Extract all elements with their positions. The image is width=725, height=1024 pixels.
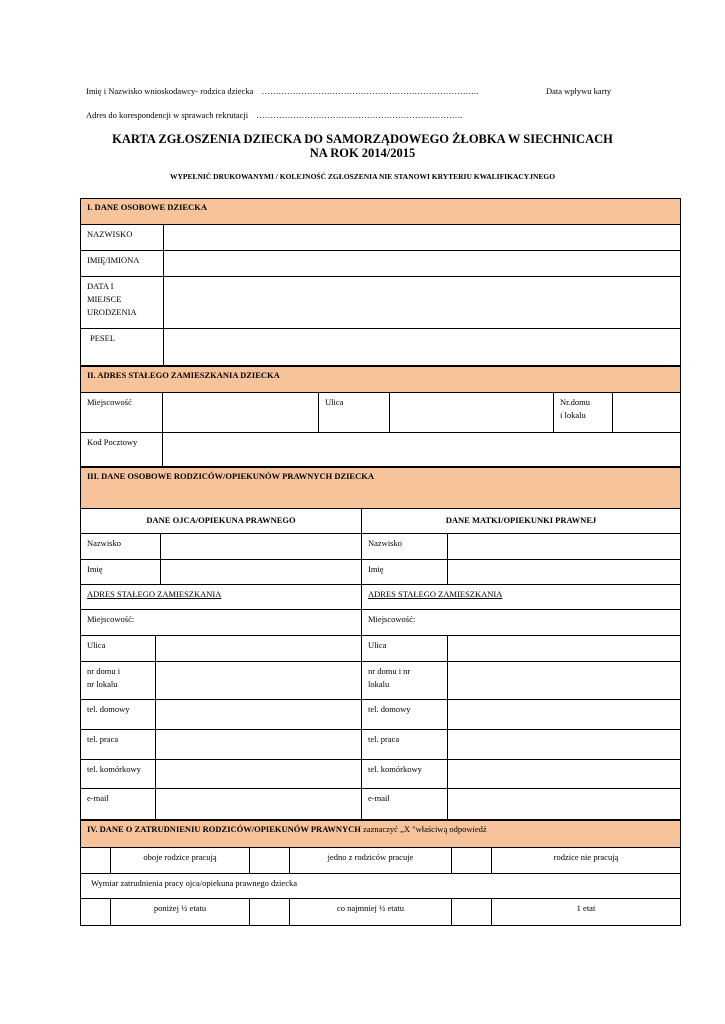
child-surname-row (80, 225, 681, 251)
child-street-field[interactable] (390, 393, 554, 432)
father-house-label (81, 662, 156, 699)
address-line (86, 110, 462, 120)
date-received-label: Data wpływu karty (546, 86, 612, 96)
one-works-checkbox[interactable] (250, 848, 290, 873)
father-home-phone-label: tel. domowy (81, 700, 156, 729)
mother-work-phone-label: tel. praca (362, 730, 448, 759)
child-city-field[interactable] (163, 393, 319, 432)
father-surname-label: Nazwisko (81, 534, 161, 559)
applicant-dots[interactable]: ………………………………………………………………….. (261, 86, 479, 96)
form-title (0, 132, 725, 160)
section4-heading-text: IV. DANE O ZATRUDNIENIU RODZICÓW/OPIEKUNÓW PRAWNYCH (87, 824, 361, 834)
both-work-label: oboje rodzice pracują (111, 848, 250, 873)
child-names-field[interactable] (164, 251, 680, 276)
father-city-label: Miejscowość: (87, 614, 135, 624)
child-pesel-label: PESEL (81, 329, 164, 365)
section3-heading: III. DANE OSOBOWE RODZICÓW/OPIEKUNÓW PRAWNYCH DZIECKA (80, 467, 681, 509)
parents-address-header-row (80, 585, 681, 610)
mother-mobile-field[interactable] (448, 760, 680, 788)
child-birth-field[interactable] (164, 277, 680, 328)
father-name-label: Imię (81, 560, 161, 584)
parents-email-row (80, 789, 681, 820)
mother-mobile-label: tel. komórkowy (362, 760, 448, 788)
father-work-phone-field[interactable] (156, 730, 362, 759)
father-email-field[interactable] (156, 789, 362, 819)
parents-header-row (80, 509, 681, 534)
mother-home-phone-label: tel. domowy (362, 700, 448, 729)
applicant-name-line (86, 86, 478, 96)
mother-surname-field[interactable] (448, 534, 680, 559)
none-work-checkbox[interactable] (452, 848, 492, 873)
child-street-label: Ulica (319, 393, 390, 432)
father-name-field[interactable] (161, 560, 362, 584)
child-postal-field[interactable] (163, 433, 680, 466)
parents-name-row (80, 560, 681, 585)
parents-house-row (80, 662, 681, 700)
mother-house-field[interactable] (448, 662, 680, 699)
child-names-row (80, 251, 681, 277)
both-work-checkbox[interactable] (81, 848, 111, 873)
mother-street-label: Ulica (362, 636, 448, 661)
mother-name-field[interactable] (448, 560, 680, 584)
father-surname-field[interactable] (161, 534, 362, 559)
house-label-line2: i lokalu (560, 410, 586, 420)
child-postal-row (80, 433, 681, 467)
mother-house-line2: lokalu (368, 679, 390, 689)
birth-label-line3: URODZENIA (87, 307, 137, 317)
child-address-row (80, 393, 681, 433)
mother-header: DANE MATKI/OPIEKUNKI PRAWNEJ (445, 515, 597, 525)
one-works-label: jedno z rodziców pracuje (290, 848, 452, 873)
parents-work-phone-row (80, 730, 681, 760)
parents-city-row (80, 610, 681, 636)
child-surname-field[interactable] (164, 225, 680, 250)
father-house-line1: nr domu i (87, 666, 121, 676)
father-hours-row (80, 874, 681, 899)
parents-surname-row (80, 534, 681, 560)
father-work-phone-label: tel. praca (81, 730, 156, 759)
section1-heading: I. DANE OSOBOWE DZIECKA (80, 198, 681, 225)
father-mobile-label: tel. komórkowy (81, 760, 156, 788)
mother-email-field[interactable] (448, 789, 680, 819)
mother-email-label: e-mail (362, 789, 448, 819)
mother-address-header: ADRES STAŁEGO ZAMIESZKANIA (368, 589, 503, 599)
father-house-field[interactable] (156, 662, 362, 699)
full-time-label: 1 etat (576, 903, 596, 913)
father-hours-options-row (80, 899, 681, 926)
child-pesel-field[interactable] (164, 329, 680, 365)
parents-street-row (80, 636, 681, 662)
father-house-line2: nr lokalu (87, 679, 118, 689)
child-city-label: Miejscowość (81, 393, 163, 432)
child-birth-label (81, 277, 164, 328)
section2-heading: II. ADRES STAŁEGO ZAMIESZKANIA DZIECKA (80, 366, 681, 393)
father-street-label: Ulica (81, 636, 156, 661)
father-street-field[interactable] (156, 636, 362, 661)
father-address-header: ADRES STAŁEGO ZAMIESZKANIA (81, 585, 362, 609)
section4-heading (80, 820, 681, 848)
father-mobile-field[interactable] (156, 760, 362, 788)
father-city-field[interactable] (81, 610, 362, 635)
father-header: DANE OJCA/OPIEKUNA PRAWNEGO (81, 509, 362, 533)
parents-home-phone-row (80, 700, 681, 730)
mother-house-line1: nr domu i nr (368, 666, 411, 676)
father-hours-label: Wymiar zatrudnienia pracy ojca/opiekuna prawnego dziecka (91, 878, 297, 888)
mother-city-label: Miejscowość: (368, 614, 416, 624)
below-half-checkbox[interactable] (81, 899, 111, 925)
birth-label-line2: MIEJSCE (87, 294, 122, 304)
title-line-2: NA ROK 2014/2015 (309, 146, 416, 160)
at-least-half-label: co najmniej ½ etatu (290, 899, 452, 925)
child-house-field[interactable] (613, 393, 680, 432)
full-time-checkbox[interactable] (452, 899, 492, 925)
birth-label-line1: DATA I (87, 281, 114, 291)
parents-mobile-row (80, 760, 681, 789)
none-work-label: rodzice nie pracują (553, 852, 619, 862)
mother-work-phone-field[interactable] (448, 730, 680, 759)
child-names-label: IMIĘ/IMIONA (81, 251, 164, 276)
below-half-label: poniżej ½ etatu (111, 899, 250, 925)
address-label: Adres do korespondencji w sprawach rekrutacji (86, 110, 249, 120)
applicant-label: Imię i Nazwisko wnioskodawcy- rodzica dziecka (86, 86, 254, 96)
instruction-text: WYPEŁNIĆ DRUKOWANYMI / KOLEJNOŚĆ ZGŁOSZENIA NIE STANOWI KRYTERIU KWALIFIKACYJNEGO (169, 172, 556, 181)
mother-name-label: Imię (362, 560, 448, 584)
title-line-1: KARTA ZGŁOSZENIA DZIECKA DO SAMORZĄDOWEGO ŻŁOBKA W SIECHNICACH (112, 132, 613, 146)
mother-surname-label: Nazwisko (362, 534, 448, 559)
child-surname-label: NAZWISKO (81, 225, 164, 250)
child-postal-label: Kod Pocztowy (81, 433, 163, 466)
child-house-label (554, 393, 613, 432)
mother-city-field[interactable] (362, 610, 680, 635)
child-birth-row (80, 277, 681, 329)
mother-street-field[interactable] (448, 636, 680, 661)
section4-heading-note: zaznaczyć „X "właściwą odpowiedź (363, 824, 487, 834)
mother-house-label (362, 662, 448, 699)
house-label-line1: Nr.domu (560, 397, 590, 407)
father-email-label: e-mail (81, 789, 156, 819)
father-home-phone-field[interactable] (156, 700, 362, 729)
employment-options-row (80, 848, 681, 874)
child-pesel-row (80, 329, 681, 366)
mother-home-phone-field[interactable] (448, 700, 680, 729)
at-least-half-checkbox[interactable] (250, 899, 290, 925)
address-dots[interactable]: ………………………………………………………………. (256, 110, 463, 120)
